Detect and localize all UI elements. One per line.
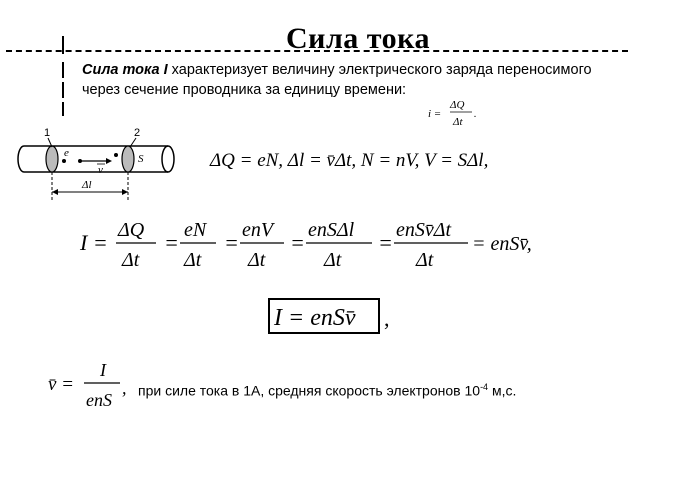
page-title: Сила тока: [286, 22, 430, 55]
velocity-lhs: v̄ =: [48, 374, 75, 395]
velocity-comma: ,: [122, 378, 127, 398]
big-eq-f5-num: enSv̄Δt: [396, 219, 452, 241]
relations-text: ΔQ = eN, Δl = v̄Δt, N = nV, V = SΔl,: [210, 150, 489, 171]
boxed-formula-text: I = enSv̄: [274, 305, 356, 331]
intro-text: характеризует величину электрического заряда переносимого через сечение проводника за единицу времени:: [82, 62, 592, 98]
intro-paragraph: [82, 60, 602, 100]
margin-bar-2: [62, 82, 64, 98]
velocity-note-text: при силе тока в 1А, средняя скорость электронов 10: [138, 382, 481, 399]
current-derivation-equation: [80, 212, 532, 276]
velocity-den: enS: [86, 390, 112, 410]
margin-bar-top: [62, 36, 64, 54]
velocity-note-unit: м,с.: [488, 382, 517, 399]
svg-text:=: =: [164, 230, 179, 255]
small-formula-num: ΔQ: [450, 99, 465, 111]
boxed-current-formula: [268, 298, 380, 334]
big-eq-f4-den: Δt: [324, 249, 342, 271]
diagram-label-e: e: [64, 147, 69, 159]
margin-bar-1: [62, 62, 64, 78]
velocity-num: I: [100, 360, 106, 380]
velocity-note: [138, 382, 516, 399]
diagram-label-v: v: [98, 164, 103, 176]
velocity-formula: [48, 358, 132, 414]
big-eq-f3-num: enV: [242, 219, 274, 241]
svg-text:=: =: [224, 230, 239, 255]
small-current-formula: [428, 97, 488, 131]
big-eq-tail: = enSv̄,: [472, 233, 532, 255]
relations-equation: [210, 142, 510, 178]
svg-text:=: =: [378, 230, 393, 255]
boxed-comma: ,: [384, 306, 390, 331]
big-eq-f4-num: enSΔl: [308, 219, 355, 241]
big-eq-f3-den: Δt: [248, 249, 266, 271]
big-eq-f2-num: eN: [184, 219, 207, 241]
big-eq-f2-den: Δt: [184, 249, 202, 271]
title-dashed-rule: [6, 50, 628, 52]
margin-bar-3: [62, 102, 64, 116]
big-eq-lhs: I =: [80, 230, 108, 255]
diagram-label-s: S: [138, 153, 144, 165]
big-eq-f1-num: ΔQ: [118, 219, 145, 241]
big-eq-f5-den: Δt: [416, 249, 434, 271]
svg-text:=: =: [290, 230, 305, 255]
big-eq-f1-den: Δt: [122, 249, 140, 271]
small-formula-lhs: i =: [428, 108, 442, 120]
diagram-label-2: 2: [134, 127, 141, 139]
conductor-diagram: [8, 126, 178, 206]
intro-term: Сила тока I: [82, 62, 168, 78]
svg-text:.: .: [474, 109, 477, 120]
velocity-note-exponent: -4: [480, 382, 489, 392]
small-formula-den: Δt: [453, 116, 463, 128]
diagram-label-dl: Δl: [82, 179, 92, 191]
diagram-label-1: 1: [44, 127, 51, 139]
